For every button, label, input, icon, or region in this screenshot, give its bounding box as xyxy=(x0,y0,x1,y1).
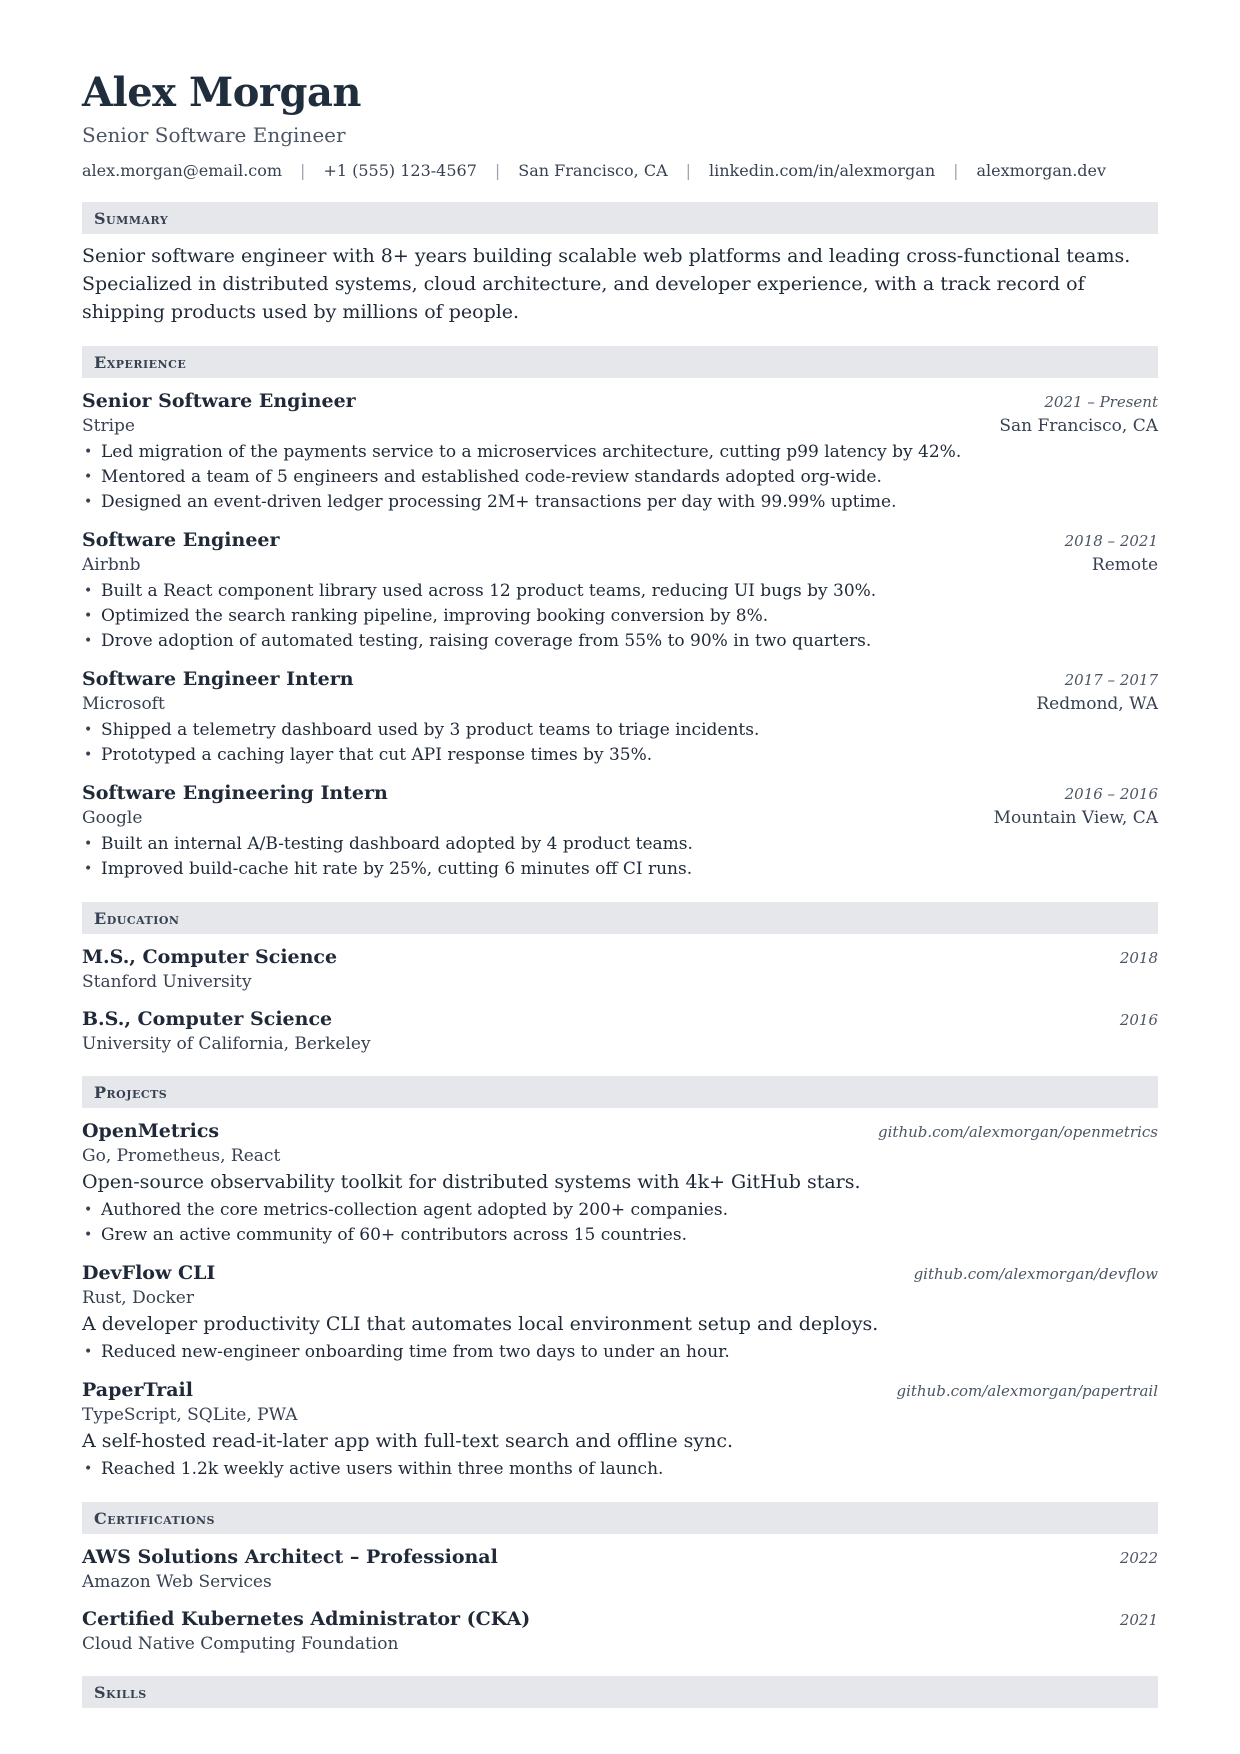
job-dates: 2016 – 2016 xyxy=(1064,785,1158,803)
project-entry xyxy=(82,1260,1158,1365)
job-location: San Francisco, CA xyxy=(999,416,1158,436)
bullet-item: • Improved build-cache hit rate by 25%, cutting 6 minutes off CI runs. xyxy=(82,857,1158,882)
project-entry xyxy=(82,1118,1158,1248)
bullet-item: • Designed an event-driven ledger processing 2M+ transactions per day with 99.99% uptime. xyxy=(82,490,1158,515)
project-link[interactable]: github.com/alexmorgan/openmetrics xyxy=(878,1123,1158,1141)
job-title: Senior Software Engineer xyxy=(82,390,356,412)
experience-entry xyxy=(82,780,1158,882)
certification-year: 2021 xyxy=(1119,1611,1158,1629)
project-stack: Rust, Docker xyxy=(82,1288,194,1308)
bullet-item: • Built an internal A/B-testing dashboard adopted by 4 product teams. xyxy=(82,832,1158,857)
graduation-year: 2018 xyxy=(1119,949,1158,967)
contact-website[interactable]: alexmorgan.dev xyxy=(976,161,1107,180)
job-title: Software Engineer xyxy=(82,529,280,551)
project-bullets xyxy=(82,1457,1158,1482)
bullet-item: • Mentored a team of 5 engineers and established code-review standards adopted org-wide. xyxy=(82,465,1158,490)
resume-header xyxy=(82,70,1158,182)
certification-year: 2022 xyxy=(1119,1549,1158,1567)
contact-email[interactable]: alex.morgan@email.com xyxy=(82,161,283,180)
bullet-item: • Reduced new-engineer onboarding time from two days to under an hour. xyxy=(82,1340,1158,1365)
project-description: A self-hosted read-it-later app with full-text search and offline sync. xyxy=(82,1430,734,1452)
job-bullets xyxy=(82,579,1158,654)
section-heading-experience: Experience xyxy=(82,346,1158,378)
certification-entry xyxy=(82,1606,1158,1656)
contact-separator: | xyxy=(494,161,501,180)
company-name: Airbnb xyxy=(82,555,141,575)
project-name: OpenMetrics xyxy=(82,1120,220,1142)
project-stack: TypeScript, SQLite, PWA xyxy=(82,1405,298,1425)
experience-list xyxy=(82,388,1158,882)
project-bullets xyxy=(82,1198,1158,1248)
school-name: University of California, Berkeley xyxy=(82,1034,371,1054)
certification-entry xyxy=(82,1544,1158,1594)
project-name: PaperTrail xyxy=(82,1379,193,1401)
job-bullets xyxy=(82,832,1158,882)
experience-entry xyxy=(82,388,1158,515)
job-location: Remote xyxy=(1091,555,1158,575)
school-name: Stanford University xyxy=(82,972,252,992)
education-entry xyxy=(82,1006,1158,1056)
graduation-year: 2016 xyxy=(1119,1011,1158,1029)
job-dates: 2021 – Present xyxy=(1044,393,1158,411)
project-name: DevFlow CLI xyxy=(82,1262,216,1284)
certification-name: AWS Solutions Architect – Professional xyxy=(82,1546,498,1568)
job-bullets xyxy=(82,440,1158,515)
certification-name: Certified Kubernetes Administrator (CKA) xyxy=(82,1608,531,1630)
job-title: Software Engineering Intern xyxy=(82,782,388,804)
section-heading-skills: Skills xyxy=(82,1676,1158,1708)
project-list xyxy=(82,1118,1158,1482)
bullet-item: • Authored the core metrics-collection agent adopted by 200+ companies. xyxy=(82,1198,1158,1223)
bullet-item: • Optimized the search ranking pipeline, improving booking conversion by 8%. xyxy=(82,604,1158,629)
project-description: A developer productivity CLI that automates local environment setup and deploys. xyxy=(82,1313,879,1335)
job-location: Redmond, WA xyxy=(1036,694,1158,714)
company-name: Stripe xyxy=(82,416,135,436)
contact-line xyxy=(82,160,1158,182)
job-dates: 2017 – 2017 xyxy=(1064,671,1158,689)
contact-separator: | xyxy=(300,161,306,180)
bullet-item: • Built a React component library used across 12 product teams, reducing UI bugs by 30%. xyxy=(82,579,1158,604)
summary-text: Senior software engineer with 8+ years building scalable web platforms and leading cross-functional teams. Specialized in distributed systems, cloud architecture, and developer experience, with a track record of shipping products used by millions of people. xyxy=(82,245,1131,323)
candidate-name: Alex Morgan xyxy=(82,69,361,116)
project-link[interactable]: github.com/alexmorgan/papertrail xyxy=(896,1382,1158,1400)
bullet-item: • Drove adoption of automated testing, raising coverage from 55% to 90% in two quarters. xyxy=(82,629,1158,654)
section-heading-education: Education xyxy=(82,902,1158,934)
company-name: Google xyxy=(82,808,143,828)
experience-entry xyxy=(82,666,1158,768)
education-list xyxy=(82,944,1158,1056)
candidate-headline: Senior Software Engineer xyxy=(82,123,346,147)
job-location: Mountain View, CA xyxy=(993,808,1158,828)
project-bullets xyxy=(82,1340,1158,1365)
project-link[interactable]: github.com/alexmorgan/devflow xyxy=(913,1265,1158,1283)
degree-name: M.S., Computer Science xyxy=(82,946,338,968)
section-heading-summary: Summary xyxy=(82,202,1158,234)
certification-issuer: Amazon Web Services xyxy=(82,1572,272,1592)
certification-issuer: Cloud Native Computing Foundation xyxy=(82,1634,399,1654)
experience-entry xyxy=(82,527,1158,654)
degree-name: B.S., Computer Science xyxy=(82,1008,333,1030)
job-dates: 2018 – 2021 xyxy=(1064,532,1158,550)
project-stack: Go, Prometheus, React xyxy=(82,1146,281,1166)
bullet-item: • Led migration of the payments service to a microservices architecture, cutting p99 latency by 42%. xyxy=(82,440,1158,465)
bullet-item: • Shipped a telemetry dashboard used by 3 product teams to triage incidents. xyxy=(82,718,1158,743)
contact-separator: | xyxy=(685,161,692,180)
project-entry xyxy=(82,1377,1158,1482)
contact-separator: | xyxy=(953,161,959,180)
project-description: Open-source observability toolkit for distributed systems with 4k+ GitHub stars. xyxy=(82,1171,861,1193)
certification-list xyxy=(82,1544,1158,1656)
section-heading-certifications: Certifications xyxy=(82,1502,1158,1534)
contact-linkedin[interactable]: linkedin.com/in/alexmorgan xyxy=(709,161,936,180)
bullet-item: • Grew an active community of 60+ contributors across 15 countries. xyxy=(82,1223,1158,1248)
education-entry xyxy=(82,944,1158,994)
company-name: Microsoft xyxy=(82,694,165,714)
contact-location: San Francisco, CA xyxy=(518,161,668,180)
job-bullets xyxy=(82,718,1158,768)
contact-phone[interactable]: +1 (555) 123-4567 xyxy=(323,161,477,180)
job-title: Software Engineer Intern xyxy=(82,668,354,690)
bullet-item: • Reached 1.2k weekly active users within three months of launch. xyxy=(82,1457,1158,1482)
section-heading-projects: Projects xyxy=(82,1076,1158,1108)
bullet-item: • Prototyped a caching layer that cut API response times by 35%. xyxy=(82,743,1158,768)
